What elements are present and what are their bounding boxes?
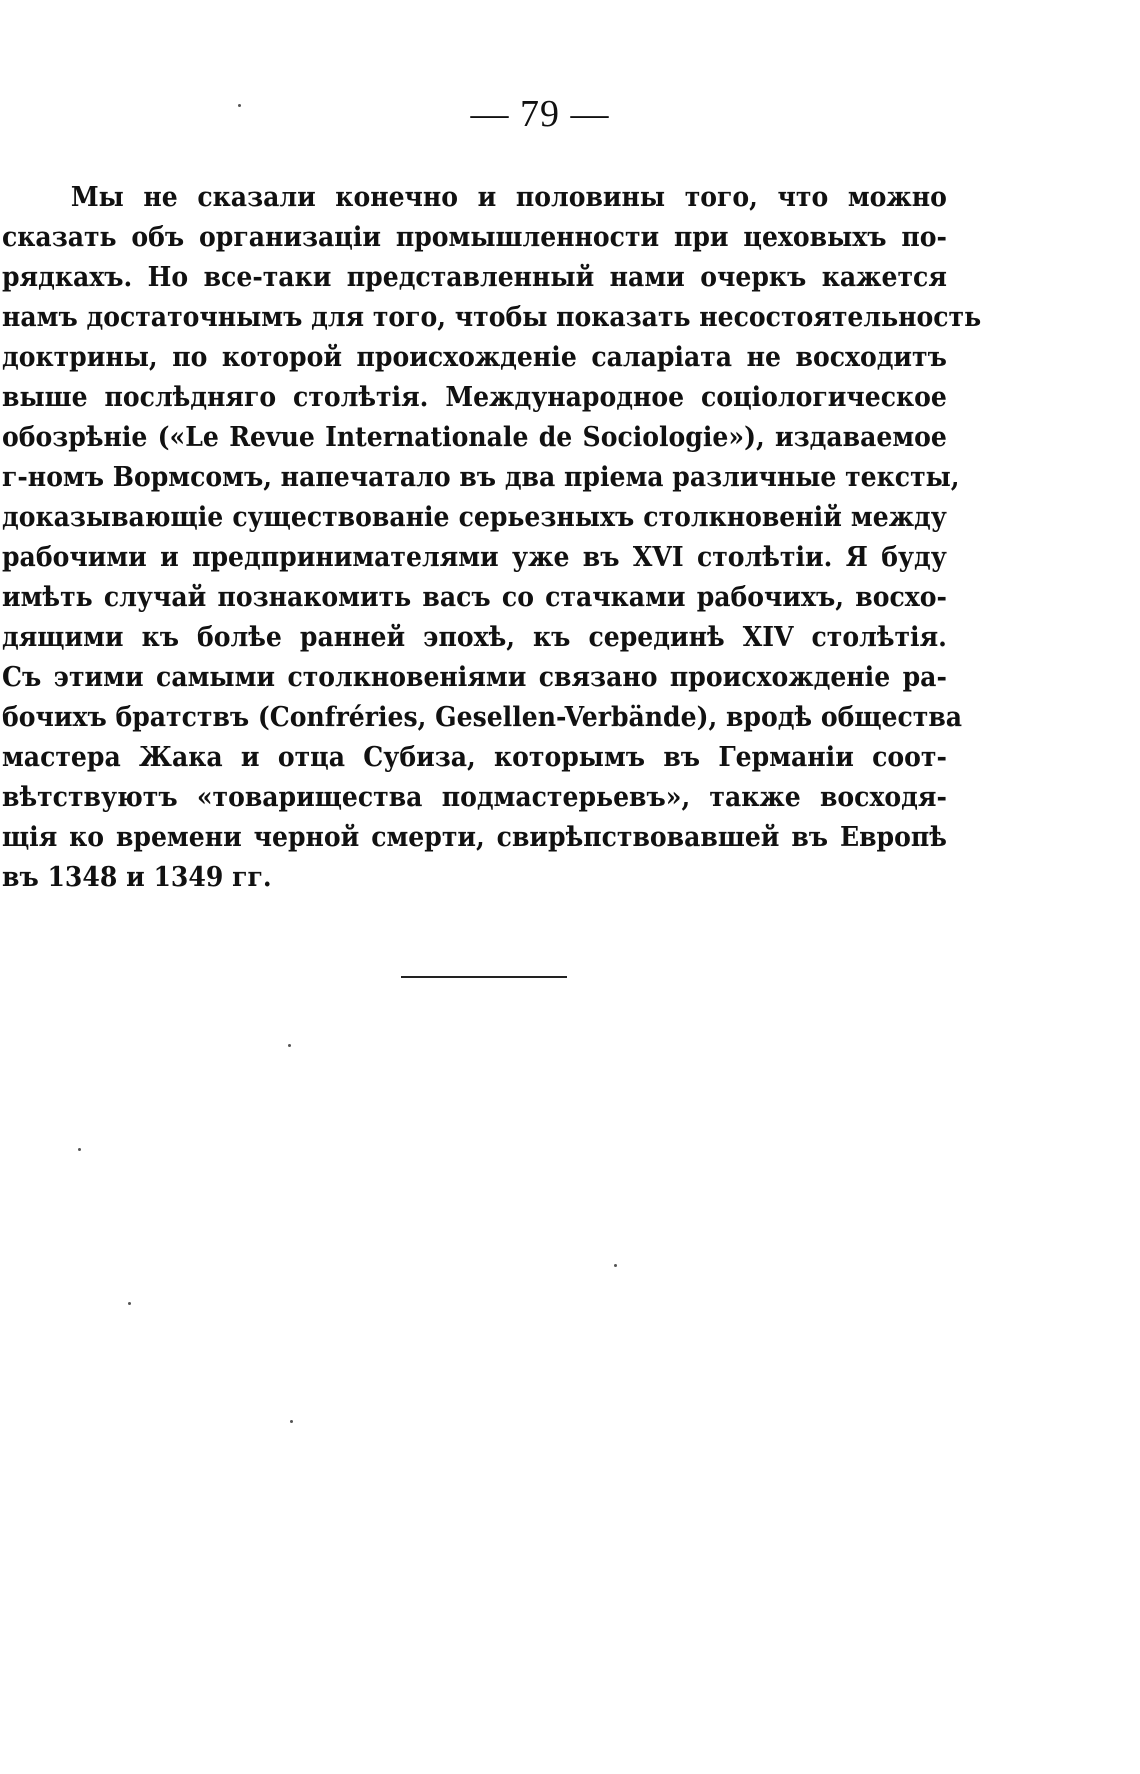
paragraph-line: сказать объ организаціи промышленности при цеховыхъ по- xyxy=(2,222,947,253)
print-speck xyxy=(288,1044,291,1047)
print-speck xyxy=(128,1302,131,1305)
paragraph-line: г-номъ Вормсомъ, напечатало въ два пріема различные тексты, xyxy=(2,462,960,493)
paragraph-line: выше послѣдняго столѣтія. Международное соціологическое xyxy=(2,382,947,413)
paragraph-line: рядкахъ. Но все-таки представленный нами очеркъ кажется xyxy=(2,262,947,293)
paragraph-line: доктрины, по которой происхожденіе саларіата не восходитъ xyxy=(2,342,947,373)
paragraph-line: рабочими и предпринимателями уже въ XVI столѣтіи. Я буду xyxy=(2,542,947,573)
page-number: — 79 — xyxy=(470,93,610,135)
paragraph-line: дящими къ болѣе ранней эпохѣ, къ серединѣ XIV столѣтія. xyxy=(2,622,947,653)
print-speck xyxy=(78,1148,81,1151)
paragraph-line: доказывающіе существованіе серьезныхъ столкновеній между xyxy=(2,502,947,533)
section-divider xyxy=(401,976,567,978)
paragraph-line: Мы не сказали конечно и половины того, что можно xyxy=(70,182,947,213)
paragraph-line: мастера Жака и отца Субиза, которымъ въ Германіи соот- xyxy=(2,742,947,773)
paragraph-line: обозрѣніе («Le Revue Internationale de Sociologie»), издаваемое xyxy=(2,422,947,453)
print-speck xyxy=(290,1420,293,1423)
print-speck xyxy=(614,1264,617,1267)
print-speck xyxy=(238,104,241,107)
paragraph xyxy=(2,178,982,898)
paragraph-line: намъ достаточнымъ для того, чтобы показать несостоятельность xyxy=(2,302,982,333)
paragraph-line: вѣтствуютъ «товарищества подмастерьевъ», также восходя- xyxy=(2,782,947,813)
paragraph-line: имѣть случай познакомить васъ со стачками рабочихъ, восхо- xyxy=(2,582,947,613)
paragraph-line: щія ко времени черной смерти, свирѣпствовавшей въ Европѣ xyxy=(2,822,947,853)
paragraph-line: въ 1348 и 1349 гг. xyxy=(2,862,272,893)
paragraph-line: бочихъ братствъ (Confréries, Gesellen-Verbände), вродѣ общества xyxy=(2,702,963,733)
paragraph-line: Съ этими самыми столкновеніями связано происхожденіе ра- xyxy=(2,662,947,693)
